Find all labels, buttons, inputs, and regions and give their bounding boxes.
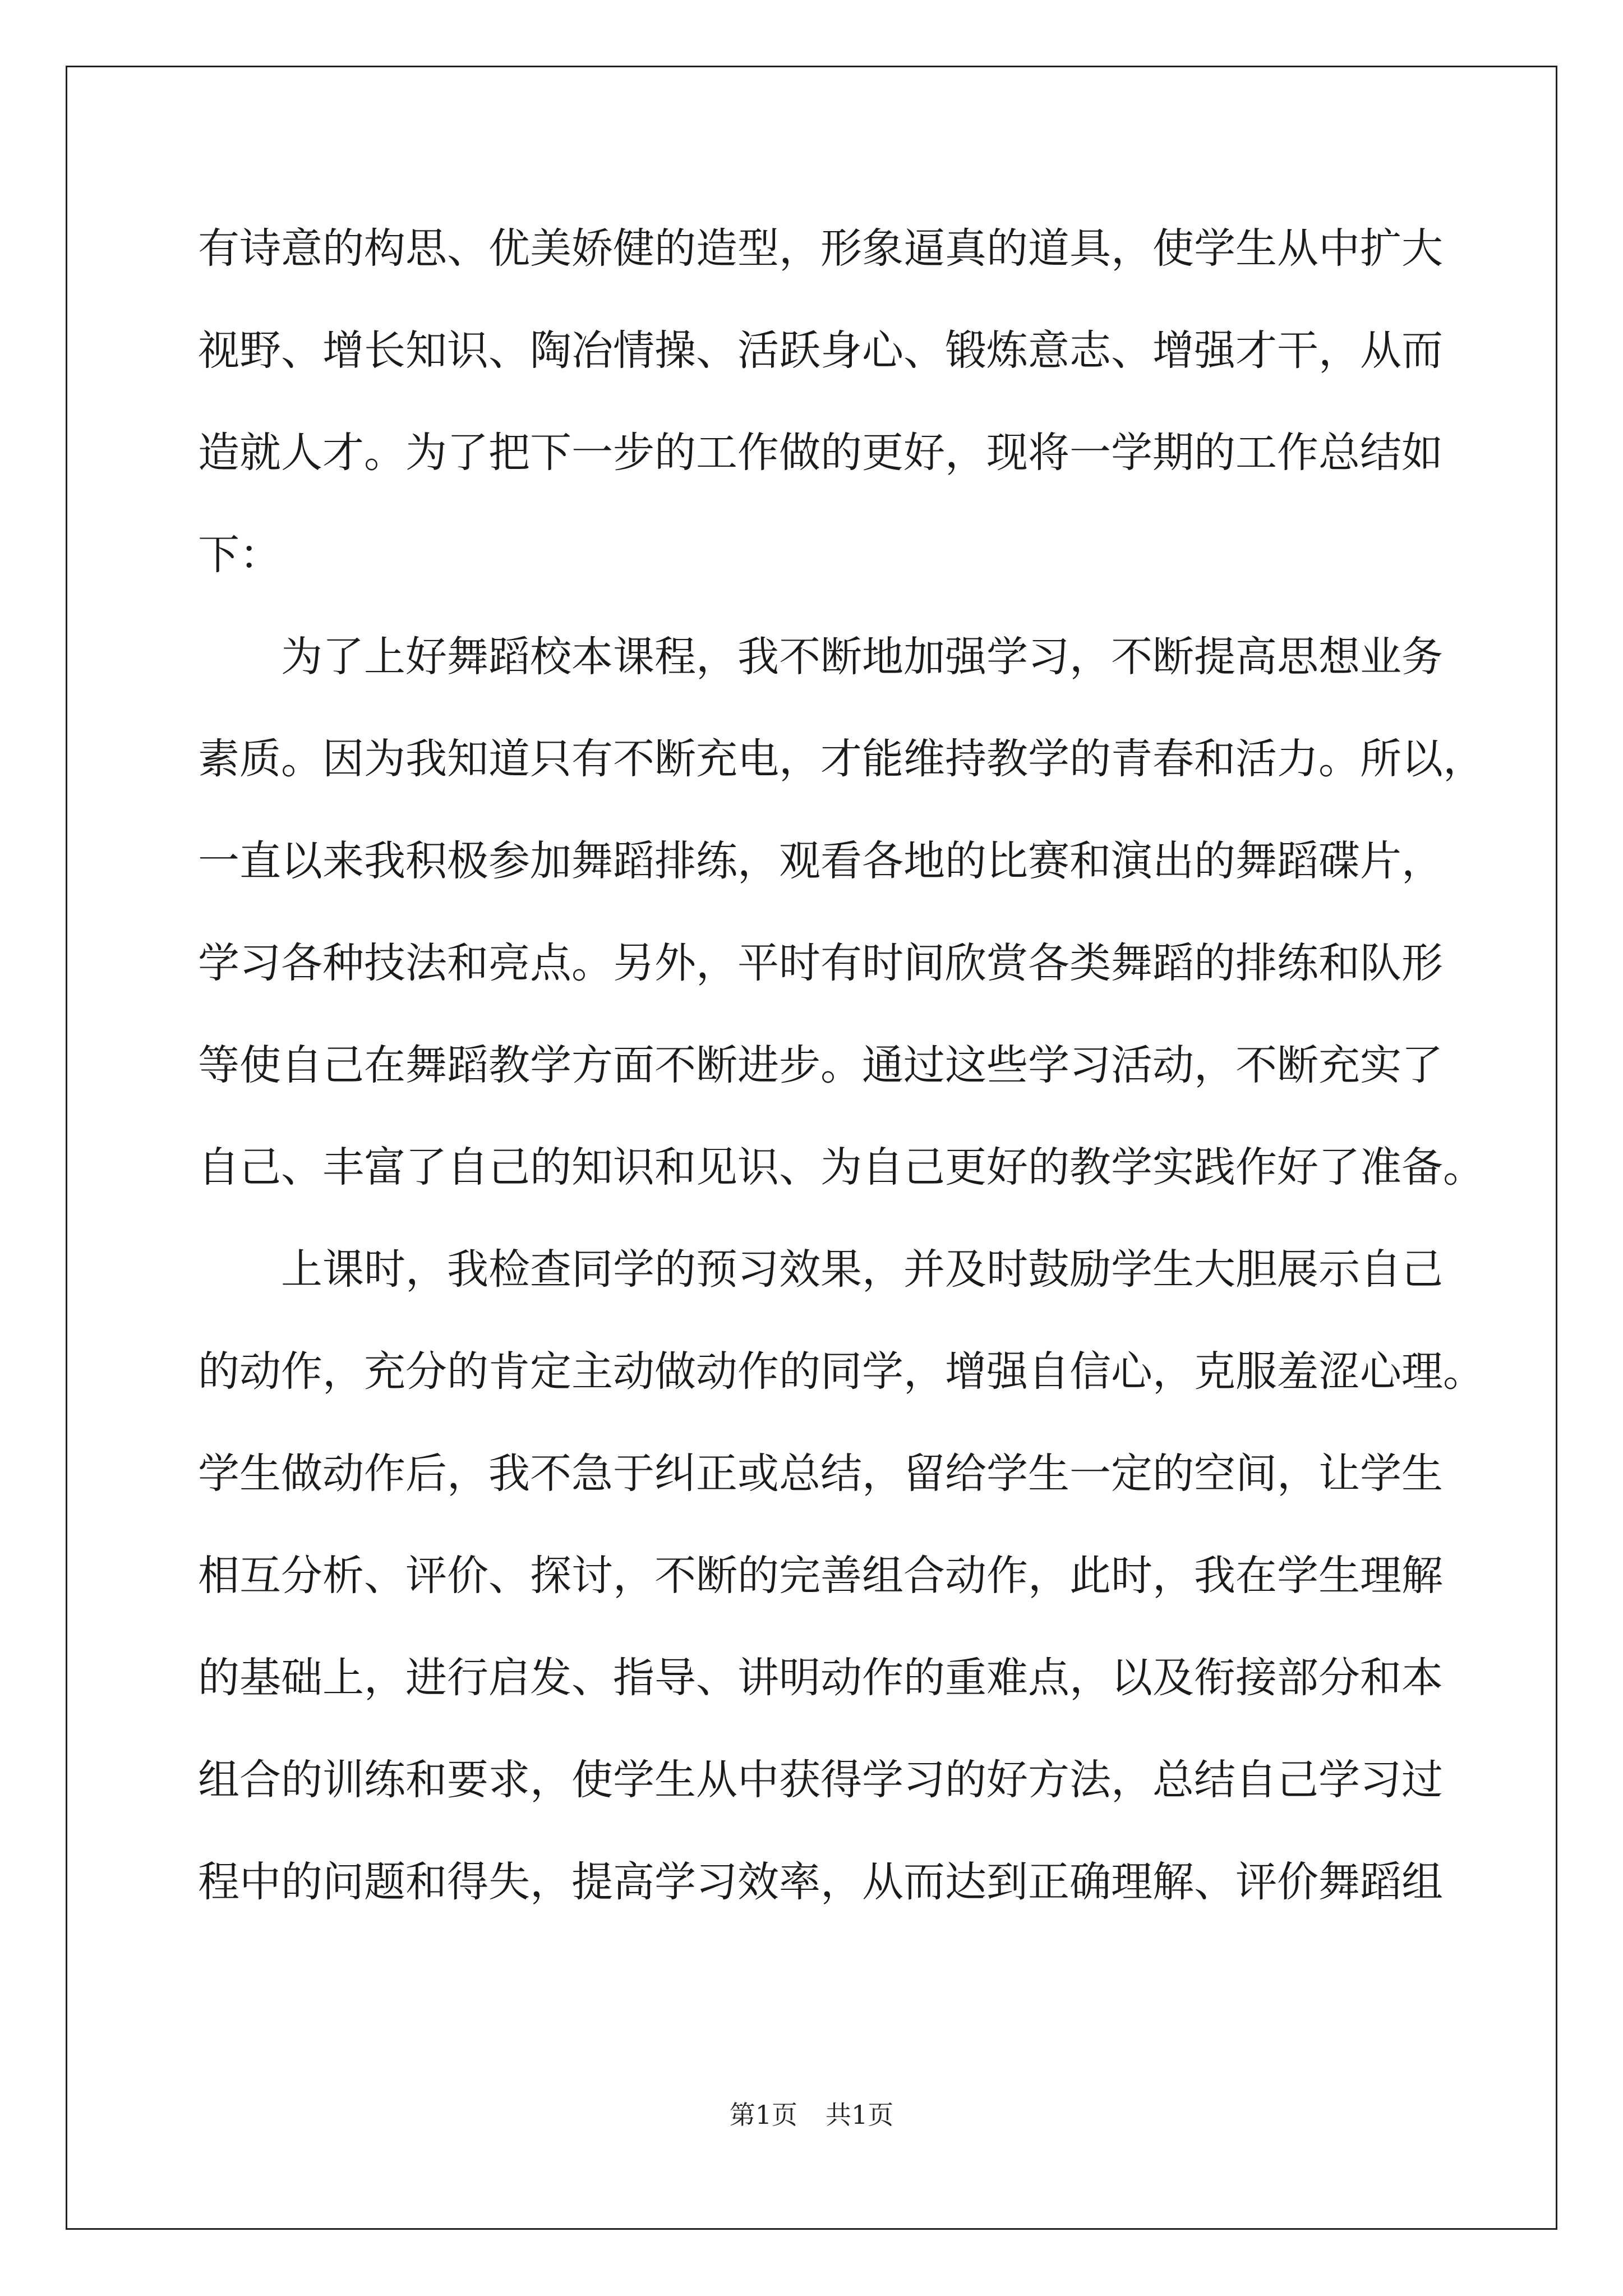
document-body [198,215,1484,1950]
text-line-15: 的基础上，进行启发、指导、讲明动作的重难点，以及衔接部分和本 [198,1654,1443,1702]
text-line-17: 程中的问题和得失，提高学习效率，从而达到正确理解、评价舞蹈组 [198,1858,1443,1906]
text-line-9: 等使自己在舞蹈教学方面不断进步。通过这些学习活动，不断充实了 [198,1041,1443,1089]
text-line-12: 的动作，充分的肯定主动做动作的同学，增强自信心，克服羞涩心理。 [198,1347,1484,1396]
text-line-5: 为了上好舞蹈校本课程，我不断地加强学习，不断提高思想业务 [281,633,1443,681]
text-line-7: 一直以来我积极参加舞蹈排练，观看各地的比赛和演出的舞蹈碟片， [198,837,1443,885]
text-line-11: 上课时，我检查同学的预习效果，并及时鼓励学生大胆展示自己 [281,1245,1443,1294]
text-line-10: 自己、丰富了自己的知识和见识、为自己更好的教学实践作好了准备。 [198,1143,1484,1191]
text-line-2: 视野、增长知识、陶冶情操、活跃身心、锻炼意志、增强才干，从而 [198,326,1443,375]
text-line-3: 造就人才。为了把下一步的工作做的更好，现将一学期的工作总结如 [198,429,1443,477]
text-line-4: 下： [198,531,281,579]
page-footer [0,2098,1623,2132]
text-line-1: 有诗意的构思、优美娇健的造型，形象逼真的道具，使学生从中扩大 [198,224,1443,273]
page-total: 共1页 [826,2100,894,2130]
text-line-6: 素质。因为我知道只有不断充电，才能维持教学的青春和活力。所以， [198,735,1484,783]
text-line-16: 组合的训练和要求，使学生从中获得学习的好方法，总结自己学习过 [198,1756,1443,1804]
text-line-14: 相互分析、评价、探讨，不断的完善组合动作，此时，我在学生理解 [198,1552,1443,1600]
text-line-8: 学习各种技法和亮点。另外，平时有时间欣赏各类舞蹈的排练和队形 [198,939,1443,987]
text-line-13: 学生做动作后，我不急于纠正或总结，留给学生一定的空间，让学生 [198,1450,1443,1498]
page-number: 第1页 [729,2100,797,2130]
